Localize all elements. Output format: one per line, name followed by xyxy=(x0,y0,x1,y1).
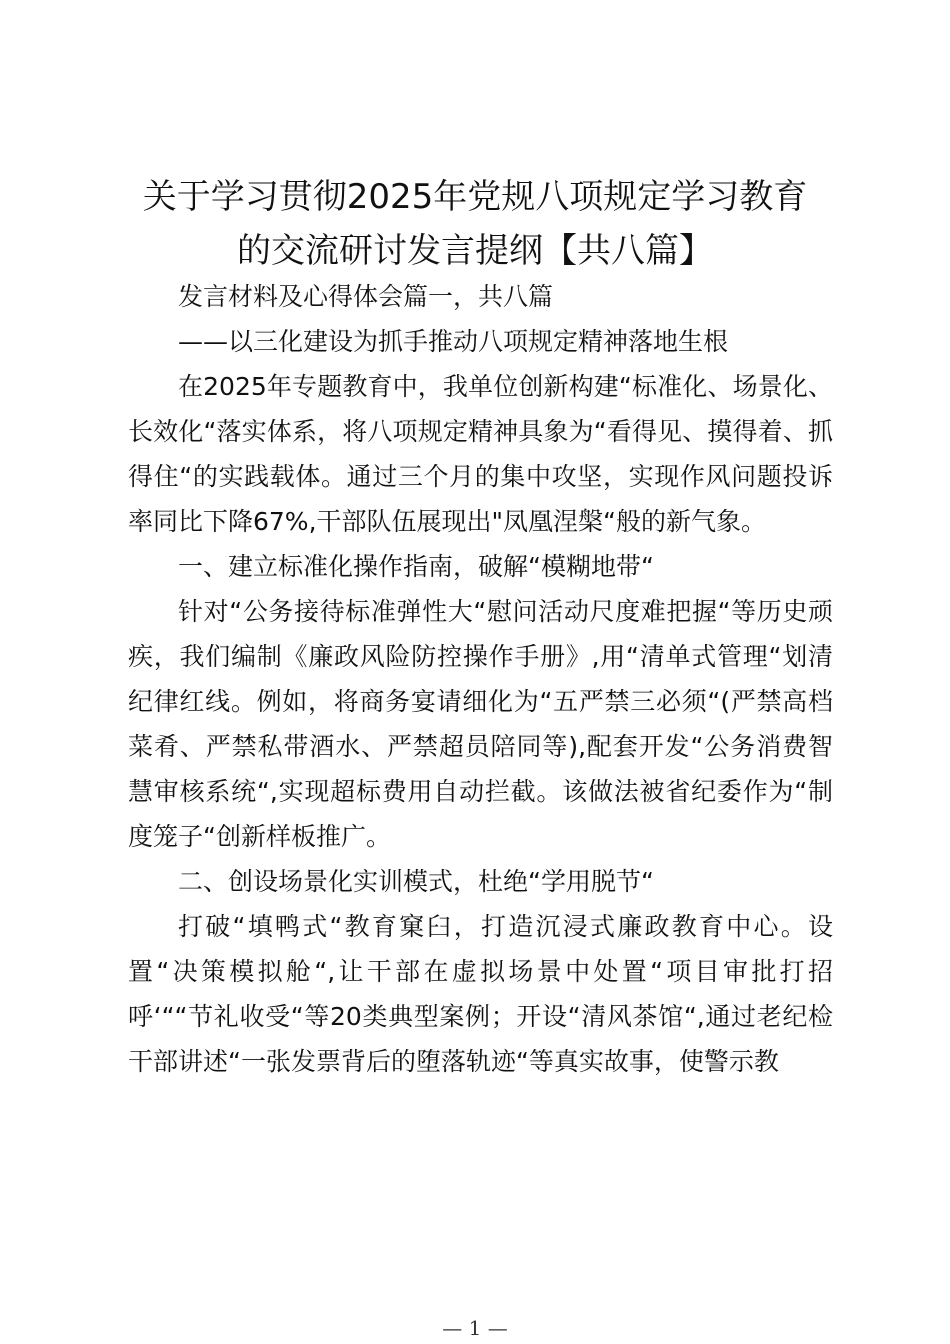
paragraph-section-2: 打破“填鸭式“教育窠臼，打造沉浸式廉政教育中心。设置“决策模拟舱“,让干部在虚拟场景中处置“项目审批打招呼‘““节礼收受“等20类典型案例；开设“清风茶馆“,通过老纪检干部讲述“一张发票背后的堕落轨迹“等真实故事，使警示教 xyxy=(128,912,833,1076)
section-heading-2: 二、创设场景化实训模式，杜绝“学用脱节“ xyxy=(178,867,654,896)
document-title xyxy=(110,170,840,278)
paragraph-intro: 在2025年专题教育中，我单位创新构建“标准化、场景化、长效化“落实体系，将八项规定精神具象为“看得见、摸得着、抓得住“的实践载体。通过三个月的集中攻坚，实现作风问题投诉率同比下降67%,干部队伍展现出"凤凰涅槃“般的新气象。 xyxy=(128,372,833,536)
title-line-1: 关于学习贯彻2025年党规八项规定学习教育 xyxy=(142,177,808,217)
section-heading-1: 一、建立标准化操作指南，破解“模糊地带“ xyxy=(178,552,654,581)
paragraph-theme: ——以三化建设为抓手推动八项规定精神落地生根 xyxy=(178,327,729,356)
title-line-2: 的交流研讨发言提纲【共八篇】 xyxy=(237,231,713,271)
document-body xyxy=(128,274,833,1084)
page-number: — 1 — xyxy=(442,1316,508,1340)
paragraph-subtitle: 发言材料及心得体会篇一，共八篇 xyxy=(178,282,554,311)
paragraph-section-1: 针对“公务接待标准弹性大“慰问活动尺度难把握“等历史顽疾，我们编制《廉政风险防控操作手册》,用“清单式管理“划清纪律红线。例如，将商务宴请细化为“五严禁三必须“(严禁高档菜肴、严禁私带酒水、严禁超员陪同等),配套开发“公务消费智慧审核系统“,实现超标费用自动拦截。该做法被省纪委作为“制度笼子“创新样板推广。 xyxy=(128,597,833,851)
